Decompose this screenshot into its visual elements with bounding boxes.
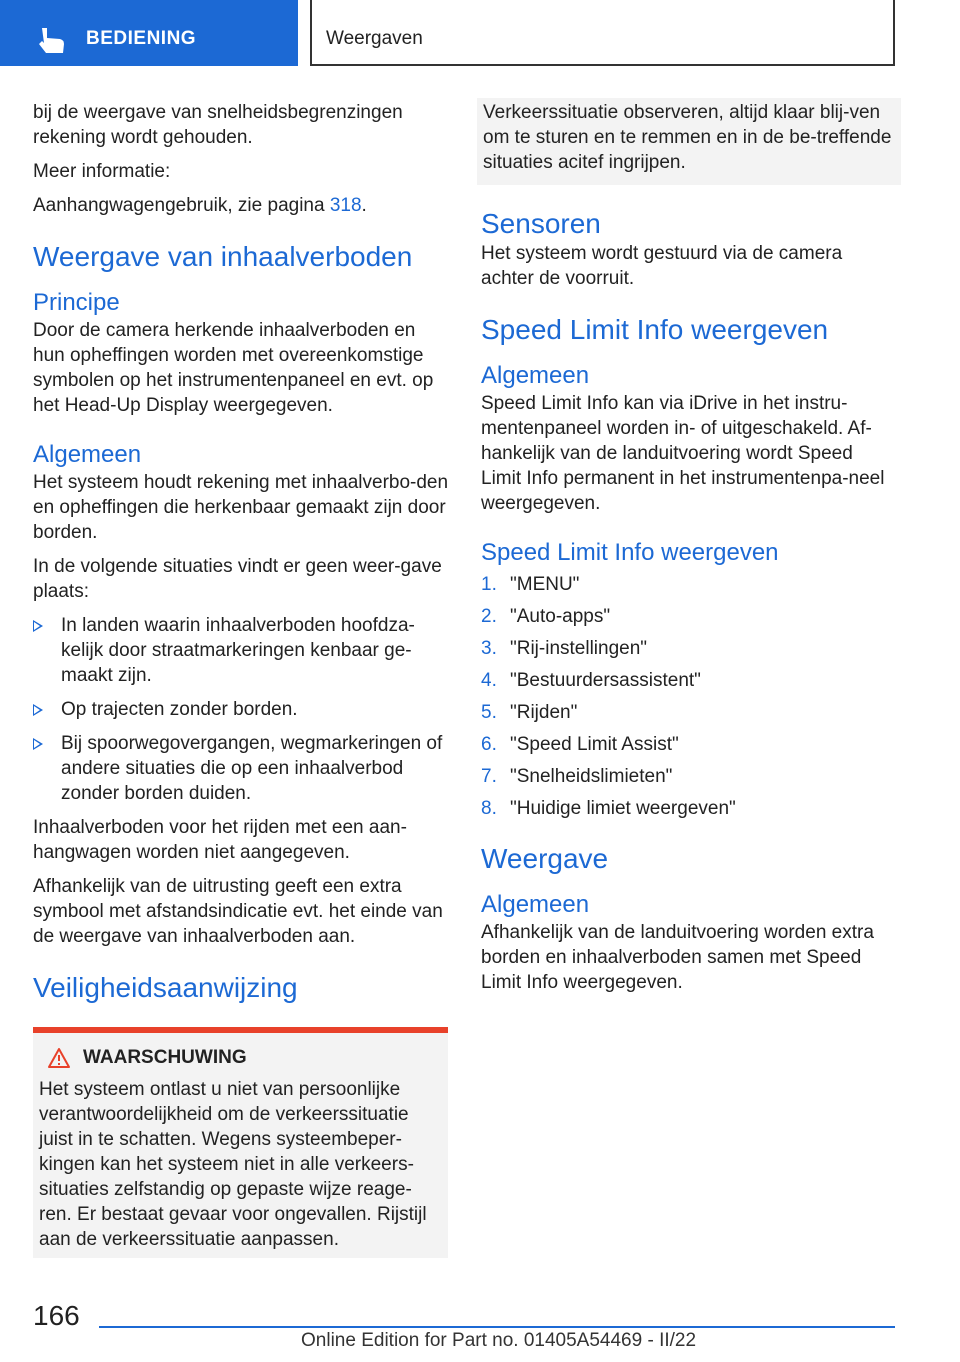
warning-box <box>33 1027 448 1258</box>
more-info-label: Meer informatie: <box>33 161 171 182</box>
warning-continuation: Verkeerssituatie observeren, altijd klaar blij-ven om te sturen en te remmen en in de be-treffende situaties acitef ingrijpen. <box>477 98 901 185</box>
intro-paragraph: bij de weergave van snelheidsbegrenzingen rekening wordt gehouden. <box>33 102 403 148</box>
general-paragraph-2: In de volgende situaties vindt er geen weer-gave plaats: <box>33 556 442 602</box>
sensors-paragraph: Het systeem wordt gestuurd via de camera achter de voorruit. <box>481 243 843 289</box>
right-column <box>481 100 897 1004</box>
heading-display: Weergave <box>481 843 609 874</box>
speed-limit-paragraph: Speed Limit Info kan via iDrive in het instru-mentenpaneel worden in- of uitgeschakeld. Af-hankelijk van de landuitvoering wordt Speed Limit Info permanent in het instrumentenpa-neel weergegeven. <box>481 393 885 514</box>
heading-general: Algemeen <box>481 362 590 389</box>
page-title: Weergaven <box>326 28 423 49</box>
principle-paragraph: Door de camera herkende inhaalverboden en hun opheffingen worden met overeenkomstige symbolen op het instrumentenpaneel en evt. op het Head-Up Display weergegeven. <box>33 320 434 416</box>
header-border-bottom <box>310 64 895 66</box>
edition-text: Online Edition for Part no. 01405A54469 - II/22 <box>301 1330 697 1351</box>
bullet-list <box>33 613 449 806</box>
cross-reference: Aanhangwagengebruik, zie pagina 318. <box>33 195 367 216</box>
triangle-bullet-icon <box>33 704 43 716</box>
warning-title: WAARSCHUWING <box>83 1047 247 1068</box>
list-item: Bij spoorwegovergangen, wegmarkeringen of andere situaties die op een inhaalverbod zonder borden duiden. <box>33 731 449 806</box>
section-tab <box>0 0 298 66</box>
heading-general: Algemeen <box>481 891 590 918</box>
header-separator <box>310 0 312 66</box>
steps-list <box>481 572 897 828</box>
extra-symbol-paragraph: Afhankelijk van de uitrusting geeft een extra symbool met afstandsindicatie evt. het einde van de weergave van inhaalverboden aan. <box>33 876 443 947</box>
triangle-bullet-icon <box>33 738 43 750</box>
footer-rule <box>99 1326 895 1328</box>
trailer-paragraph: Inhaalverboden voor het rijden met een aan-hangwagen worden niet aangegeven. <box>33 817 407 863</box>
heading-principle: Principe <box>33 289 120 316</box>
page-link[interactable]: 318 <box>329 195 362 216</box>
list-item: Op trajecten zonder borden. <box>33 697 449 722</box>
step-item: 4. "Bestuurdersassistent" <box>481 670 701 691</box>
page-number: 166 <box>33 1300 80 1331</box>
list-item: In landen waarin inhaalverboden hoofdza-kelijk door straatmarkeringen kenbaar ge-maakt zijn. <box>33 613 449 688</box>
header-border-right <box>893 0 895 66</box>
step-item: 5. "Rijden" <box>481 702 578 723</box>
section-label: BEDIENING <box>86 28 197 49</box>
step-item: 2. "Auto-apps" <box>481 606 611 627</box>
heading-overtaking: Weergave van inhaalverboden <box>33 241 413 272</box>
heading-show-speed-limit: Speed Limit Info weergeven <box>481 539 779 566</box>
step-item: 7. "Snelheidslimieten" <box>481 766 673 787</box>
step-item: 1. "MENU" <box>481 574 580 595</box>
general-paragraph-1: Het systeem houdt rekening met inhaalverbo-den en opheffingen die herkenbaar gemaakt zijn door borden. <box>33 472 449 543</box>
heading-safety: Veiligheidsaanwijzing <box>33 972 298 1003</box>
heading-general: Algemeen <box>33 441 142 468</box>
display-paragraph: Afhankelijk van de landuitvoering worden extra borden en inhaalverboden samen met Speed Limit Info weergegeven. <box>481 922 874 993</box>
step-item: 3. "Rij-instellingen" <box>481 638 648 659</box>
step-item: 6. "Speed Limit Assist" <box>481 734 679 755</box>
heading-speed-limit-info: Speed Limit Info weergeven <box>481 314 829 345</box>
left-column <box>33 100 449 1005</box>
warning-text: Het systeem ontlast u niet van persoonlijke verantwoordelijkheid om de verkeerssituatie juist in te schatten. Wegens systeembeper-kingen kan het systeem niet in alle verkeers-situaties zelfstandig op gepaste wijze reage-ren. Er bestaat gevaar voor ongevallen. Rijstijl aan de verkeerssituatie aanpassen. <box>39 1079 427 1250</box>
step-item: 8. "Huidige limiet weergeven" <box>481 798 736 819</box>
triangle-bullet-icon <box>33 620 43 632</box>
warning-triangle-icon <box>47 1047 71 1069</box>
warning-header <box>33 1033 448 1069</box>
hand-pointer-icon <box>34 24 70 56</box>
heading-sensors: Sensoren <box>481 208 601 239</box>
